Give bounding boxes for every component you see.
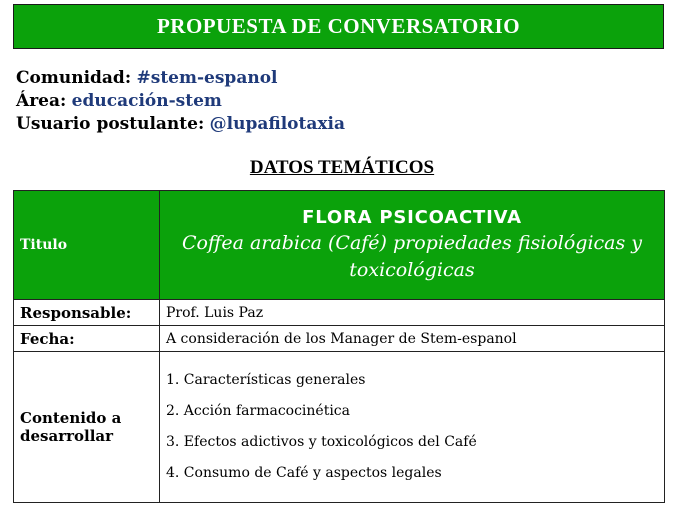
table-row-contenido xyxy=(14,352,665,503)
row-key: Titulo xyxy=(14,191,160,300)
list-item: 1. Características generales xyxy=(166,372,366,388)
row-key: Contenido a desarrollar xyxy=(14,352,160,503)
page-title: PROPUESTA DE CONVERSATORIO xyxy=(156,14,521,38)
meta-row-area xyxy=(16,90,345,113)
title-cell xyxy=(160,191,665,300)
section-title: DATOS TEMÁTICOS xyxy=(249,157,435,178)
table-row-fecha xyxy=(14,326,665,352)
meta-label: Usuario postulante: xyxy=(16,114,205,134)
title-main: FLORA PSICOACTIVA xyxy=(302,207,522,228)
meta-value: @lupafilotaxia xyxy=(209,114,345,134)
list-item: 3. Efectos adictivos y toxicológicos del Café xyxy=(166,434,477,450)
proposal-meta xyxy=(16,67,345,136)
row-key: Fecha: xyxy=(14,326,160,352)
content-list xyxy=(166,365,664,489)
list-item: 2. Acción farmacocinética xyxy=(166,403,350,419)
row-value: Prof. Luis Paz xyxy=(160,300,665,326)
meta-label: Área: xyxy=(16,91,67,111)
meta-row-usuario xyxy=(16,113,345,136)
row-value: A consideración de los Manager de Stem-espanol xyxy=(160,326,665,352)
meta-value: #stem-espanol xyxy=(136,68,278,88)
list-item: 4. Consumo de Café y aspectos legales xyxy=(166,465,442,481)
content-cell xyxy=(160,352,665,503)
meta-row-comunidad xyxy=(16,67,345,90)
row-key: Responsable: xyxy=(14,300,160,326)
table-row-titulo xyxy=(14,191,665,300)
table-row-responsable xyxy=(14,300,665,326)
header-banner xyxy=(13,4,664,49)
meta-value: educación-stem xyxy=(71,91,222,111)
title-subtitle: Coffea arabica (Café) propiedades fisiológicas y toxicológicas xyxy=(181,232,643,281)
thematic-data-table xyxy=(13,190,665,503)
meta-label: Comunidad: xyxy=(16,68,132,88)
